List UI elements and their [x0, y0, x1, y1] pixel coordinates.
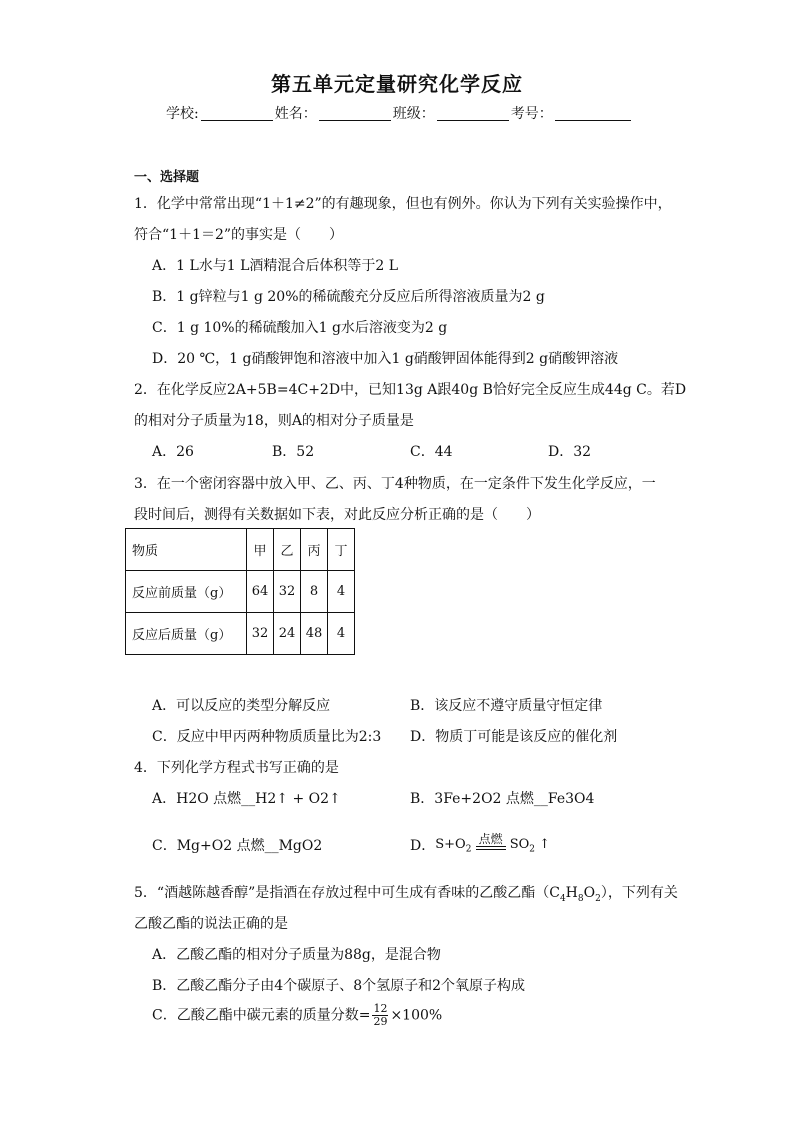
- class-label: 班级：: [392, 106, 435, 122]
- equation-subscript: 2: [465, 845, 472, 855]
- table-header-cell: 丙: [301, 529, 328, 571]
- formula-subscript: 8: [577, 893, 584, 904]
- school-label: 学校:: [166, 106, 199, 122]
- fraction-numerator: 12: [373, 1002, 388, 1015]
- q5-option-c-suffix: ×100%: [390, 1007, 443, 1024]
- page-title: 第五单元定量研究化学反应: [271, 72, 523, 96]
- formula-subscript: 2: [595, 893, 601, 904]
- table-cell: 48: [301, 613, 328, 655]
- formula-subscript: 4: [559, 893, 566, 904]
- q3-stem-line1: 3．在一个密闭容器中放入甲、乙、丙、丁4种物质，在一定条件下发生化学反应，一: [134, 476, 656, 492]
- gas-arrow-icon: ↑: [539, 837, 551, 853]
- table-cell: 8: [301, 571, 328, 613]
- equation-products: SO: [509, 837, 530, 853]
- q4-option-d-equation: [435, 822, 550, 855]
- table-header-cell: 物质: [126, 529, 247, 571]
- fraction-denominator: 29: [373, 1015, 388, 1028]
- table-row: [126, 571, 355, 613]
- q2-stem-line1: 2．在化学反应2A+5B=4C+2D中，已知13g A跟40g B恰好完全反应生成44g C。若D: [134, 382, 687, 398]
- table-cell: 64: [247, 571, 274, 613]
- q3-stem-line2: 段时间后，测得有关数据如下表，对此反应分析正确的是（ ）: [134, 507, 540, 523]
- name-blank[interactable]: [319, 106, 391, 121]
- q2-stem-line2: 的相对分子质量为18，则A的相对分子质量是: [134, 413, 414, 429]
- q5-text: H: [565, 885, 578, 901]
- q3-option-c: C．反应中甲丙两种物质质量比为2:3: [152, 729, 382, 745]
- q3-option-d: D．物质丁可能是该反应的催化剂: [410, 729, 618, 745]
- q5-option-a: A．乙酸乙酯的相对分子质量为88g，是混合物: [152, 947, 441, 963]
- table-cell: 4: [328, 571, 355, 613]
- q5-stem-line2: 乙酸乙酯的说法正确的是: [134, 916, 288, 932]
- class-blank[interactable]: [437, 106, 509, 121]
- q5-option-b: B．乙酸乙酯分子由4个碳原子、8个氢原子和2个氧原子构成: [152, 978, 526, 994]
- table-cell: 32: [247, 613, 274, 655]
- table-cell: 反应前质量（g）: [126, 571, 247, 613]
- q5-text: 5．“酒越陈越香醇”是指酒在存放过程中可生成有香味的乙酸乙酯（C: [134, 885, 560, 901]
- q1-option-b: B．1 g锌粒与1 g 20%的稀硫酸充分反应后所得溶液质量为2 g: [152, 289, 545, 305]
- q5-stem-line1: [134, 882, 678, 904]
- q2-option-b: B．52: [272, 444, 315, 460]
- table-row: [126, 613, 355, 655]
- exam-no-label: 考号：: [510, 106, 553, 122]
- q3-data-table: [125, 528, 355, 655]
- q4-option-a: A．H2O 点燃__H2↑ + O2↑: [152, 791, 341, 807]
- q4-option-d: [410, 820, 550, 855]
- section-title: 一、选择题: [134, 170, 200, 185]
- q1-stem-line2: 符合“1＋1＝2”的事实是（ ）: [134, 227, 344, 243]
- equation-subscript: 2: [529, 845, 536, 855]
- table-cell: 反应后质量（g）: [126, 613, 247, 655]
- q4-stem: 4．下列化学方程式书写正确的是: [134, 760, 339, 776]
- exam-no-blank[interactable]: [555, 106, 631, 121]
- q3-option-b: B．该反应不遵守质量守恒定律: [410, 698, 603, 714]
- q5-option-c-text: C．乙酸乙酯中碳元素的质量分数=: [152, 1007, 371, 1024]
- equation-equals-sign: [476, 846, 506, 850]
- q1-option-d: D．20 ℃，1 g硝酸钾饱和溶液中加入1 g硝酸钾固体能得到2 g硝酸钾溶液: [152, 351, 619, 367]
- table-header-row: [126, 529, 355, 571]
- equation-condition: 点燃: [478, 832, 503, 846]
- q5-text: O: [583, 885, 596, 901]
- table-cell: 4: [328, 613, 355, 655]
- name-label: 姓名：: [274, 106, 317, 122]
- q2-option-d: D．32: [548, 444, 592, 460]
- q1-stem-line1: 1．化学中常常出现“1＋1≠2”的有趣现象，但也有例外。你认为下列有关实验操作中，: [134, 196, 672, 212]
- q3-option-a: A．可以反应的类型分解反应: [152, 698, 331, 714]
- table-header-cell: 乙: [274, 529, 301, 571]
- q2-option-a: A．26: [152, 444, 194, 460]
- fraction: [372, 1003, 388, 1028]
- q1-option-c: C．1 g 10%的稀硫酸加入1 g水后溶液变为2 g: [152, 320, 448, 336]
- q1-option-a: A．1 L水与1 L酒精混合后体积等于2 L: [152, 258, 399, 274]
- student-info-line: [166, 103, 633, 123]
- school-blank[interactable]: [201, 106, 273, 121]
- table-cell: 32: [274, 571, 301, 613]
- equation-reactants: S+O: [435, 837, 466, 853]
- table-header-cell: 丁: [328, 529, 355, 571]
- table-cell: 24: [274, 613, 301, 655]
- q4-option-c: C．Mg+O2 点燃__MgO2: [152, 838, 323, 854]
- q2-option-c: C．44: [410, 444, 453, 460]
- q5-text: ），下列有关: [600, 885, 678, 901]
- q5-option-c: [152, 1003, 442, 1028]
- table-header-cell: 甲: [247, 529, 274, 571]
- q4-option-b: B．3Fe+2O2 点燃__Fe3O4: [410, 791, 595, 807]
- q4-option-d-label: D．: [410, 838, 436, 854]
